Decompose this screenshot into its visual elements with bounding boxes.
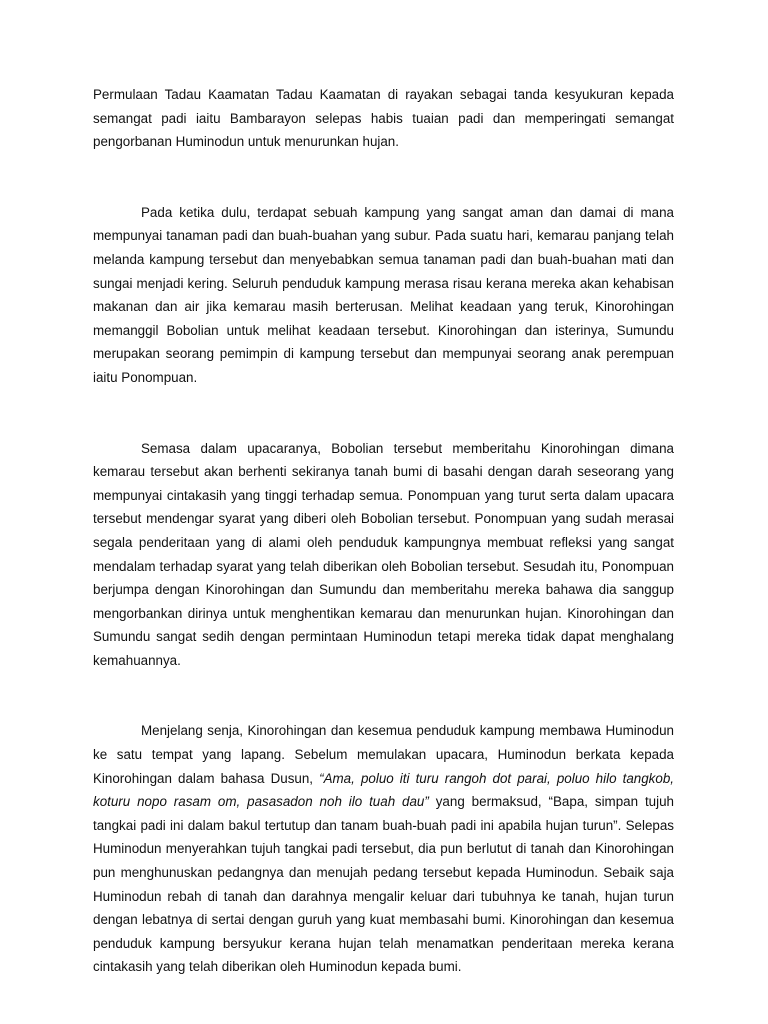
paragraph-drought: Pada ketika dulu, terdapat sebuah kampung yang sangat aman dan damai di mana mempunyai tanaman padi dan buah-buahan yang subur. Pada suatu hari, kemarau panjang telah melanda kampung tersebut dan menyebabkan semua tanaman padi dan buah-buahan mati dan sungai menjadi kering. Seluruh penduduk kampung merasa risau kerana mereka akan kehabisan makanan dan air jika kemarau masih berterusan. Melihat keadaan yang teruk, Kinorohingan memanggil Bobolian untuk melihat keadaan tersebut. Kinorohingan dan isterinya, Sumundu merupakan seorang pemimpin di kampung tersebut dan mempunyai seorang anak perempuan iaitu Ponompuan. (93, 204, 674, 385)
paragraph-sacrifice-text-after: yang bermaksud, “Bapa, simpan tujuh tangkai padi ini dalam bakul tertutup dan tanam buah-buah padi ini apabila hujan turun”. Selepas Huminodun menyerahkan tujuh tangkai padi tersebut, dia pun berlutut di tanah dan Kinorohingan pun menghunuskan pedangnya dan menujah pedang tersebut kepada Huminodun. Sebaik saja Huminodun rebah di tanah dan darahnya mengalir keluar dari tubuhnya ke tanah, hujan turun dengan lebatnya di sertai dengan guruh yang kuat membasahi bumi. Kinorohingan dan kesemua penduduk kampung bersyukur kerana hujan telah menamatkan penderitaan mereka kerana cintakasih yang telah diberikan oleh Huminodun kepada bumi. (93, 794, 674, 975)
dusun-quote: “Ama, poluo iti turu rangoh dot parai, poluo hilo tangkob, koturu nopo rasam om, pasasadon noh ilo tuah dau” (93, 770, 674, 810)
paragraph-intro: Permulaan Tadau Kaamatan Tadau Kaamatan di rayakan sebagai tanda kesyukuran kepada semangat padi iaitu Bambarayon selepas habis tuaian padi dan memperingati semangat pengorbanan Huminodun untuk menurunkan hujan. (93, 87, 674, 150)
paragraph-ritual: Semasa dalam upacaranya, Bobolian tersebut memberitahu Kinorohingan dimana kemarau tersebut akan berhenti sekiranya tanah bumi di basahi dengan darah seseorang yang mempunyai cintakasih yang tinggi terhadap semua. Ponompuan yang turut serta dalam upacara tersebut mendengar syarat yang diberi oleh Bobolian tersebut. Ponompuan yang sudah merasai segala penderitaan yang di alami oleh penduduk kampungnya membuat refleksi yang sangat mendalam terhadap syarat yang telah diberikan oleh Bobolian tersebut. Sesudah itu, Ponompuan berjumpa dengan Kinorohingan dan Sumundu dan memberitahu mereka bahawa dia sanggup mengorbankan dirinya untuk menghentikan kemarau dan menurunkan hujan. Kinorohingan dan Sumundu sangat sedih dengan permintaan Huminodun tetapi mereka tidak dapat menghalang kemahuannya. (93, 440, 674, 668)
paragraph-sacrifice (93, 719, 674, 979)
paragraph-sacrifice-text-before: Menjelang senja, Kinorohingan dan kesemua penduduk kampung membawa Huminodun ke satu tempat yang lapang. Sebelum memulakan upacara, Huminodun berkata kepada Kinorohingan dalam bahasa Dusun, (93, 723, 674, 786)
document-page (93, 83, 674, 979)
